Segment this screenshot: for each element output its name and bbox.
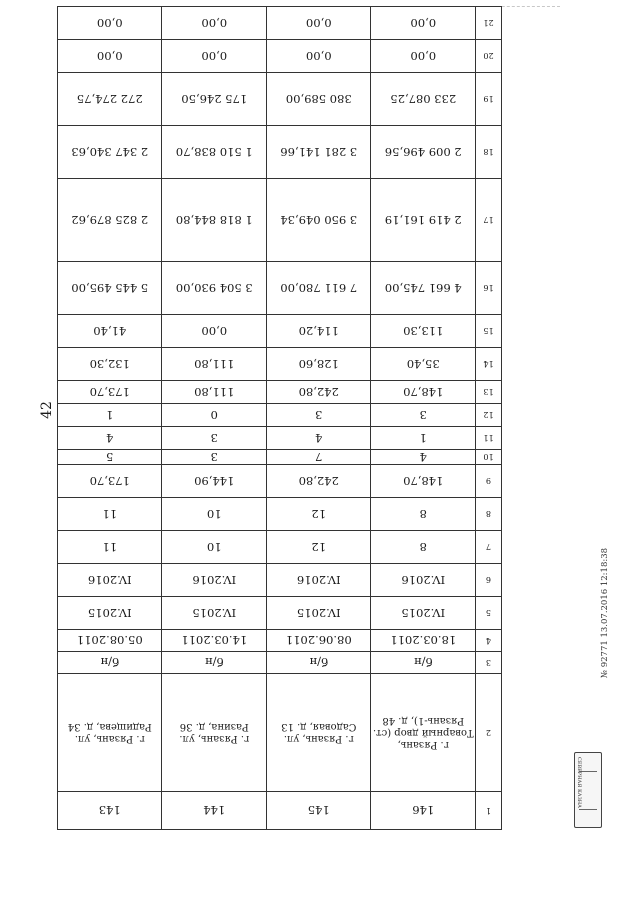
column-number-cell: 2 [476,674,502,792]
table-row [58,7,502,40]
table-row [58,674,502,792]
table-row [58,531,502,564]
value-cell: 05.08.2011 [58,630,163,652]
value-cell: 8 [371,498,476,531]
column-number-cell: 12 [476,404,502,427]
table-row [58,465,502,498]
value-cell: 128,60 [267,348,372,381]
value-cell: б/н [371,652,476,674]
value-cell: 233 087,25 [371,73,476,126]
registry-table-rotated [58,16,502,830]
value-cell: 272 274,75 [58,73,163,126]
column-number-cell: 9 [476,465,502,498]
value-cell: 4 661 745,00 [371,262,476,315]
table-row [58,597,502,630]
value-cell: 111,80 [162,348,267,381]
value-cell: 132,30 [58,348,163,381]
value-cell: 146 [371,792,476,830]
scan-footer: № 92771 13.07.2016 12:18:38 [600,547,610,678]
table-row [58,792,502,830]
value-cell: 4 [267,427,372,450]
value-cell: 08.06.2011 [267,630,372,652]
column-number-cell: 19 [476,73,502,126]
table-row [58,564,502,597]
value-cell: 113,30 [371,315,476,348]
value-cell: 0,00 [162,7,267,40]
column-number-cell: 3 [476,652,502,674]
address-cell: г. Рязань, Товарный двор (ст. Рязань-1), д. 48 [371,674,476,792]
value-cell: IV.2016 [267,564,372,597]
value-cell: IV.2015 [267,597,372,630]
value-cell: 143 [58,792,163,830]
value-cell: 12 [267,531,372,564]
column-number-cell: 18 [476,126,502,179]
value-cell: 8 [371,531,476,564]
value-cell: 0,00 [162,40,267,73]
value-cell: 18.03.2011 [371,630,476,652]
value-cell: 3 [371,404,476,427]
value-cell: IV.2016 [162,564,267,597]
column-number-cell: 15 [476,315,502,348]
column-number-cell: 10 [476,450,502,465]
value-cell: 2 009 496,56 [371,126,476,179]
value-cell: 144,90 [162,465,267,498]
value-cell: 3 504 930,00 [162,262,267,315]
value-cell: 242,80 [267,465,372,498]
table-row [58,450,502,465]
value-cell: 148,70 [371,465,476,498]
table-row [58,40,502,73]
column-number-cell: 20 [476,40,502,73]
column-number-cell: 21 [476,7,502,40]
value-cell: 11 [58,498,163,531]
table-row [58,126,502,179]
value-cell: 175 246,50 [162,73,267,126]
table-row [58,262,502,315]
value-cell: 4 [58,427,163,450]
value-cell: 0,00 [267,7,372,40]
value-cell: 5 [58,450,163,465]
value-cell: 12 [267,498,372,531]
value-cell: 0,00 [267,40,372,73]
value-cell: б/н [162,652,267,674]
table-row [58,73,502,126]
archive-stamp [574,752,602,828]
table-row [58,404,502,427]
value-cell: 3 950 049,34 [267,179,372,262]
column-number-cell: 7 [476,531,502,564]
value-cell: 380 589,00 [267,73,372,126]
table-row [58,315,502,348]
page-number: 42 [38,401,55,419]
value-cell: 7 [267,450,372,465]
table-row [58,427,502,450]
value-cell: 11 [58,531,163,564]
value-cell: IV.2015 [58,597,163,630]
value-cell: 4 [371,450,476,465]
value-cell: 7 611 780,00 [267,262,372,315]
column-number-cell: 8 [476,498,502,531]
table-row [58,630,502,652]
value-cell: 2 825 879,62 [58,179,163,262]
value-cell: 5 445 495,00 [58,262,163,315]
value-cell: 3 [162,450,267,465]
column-number-cell: 4 [476,630,502,652]
column-number-cell: 16 [476,262,502,315]
value-cell: 14.03.2011 [162,630,267,652]
address-cell: г. Рязань, ул. Садовая, д. 13 [267,674,372,792]
value-cell: 0,00 [58,7,163,40]
column-number-cell: 11 [476,427,502,450]
value-cell: 2 347 340,63 [58,126,163,179]
stamp-text: СЕВЕРНАЯ КАЗНА [576,757,582,808]
value-cell: 10 [162,498,267,531]
value-cell: 3 [267,404,372,427]
value-cell: 111,80 [162,381,267,404]
value-cell: IV.2016 [58,564,163,597]
column-number-cell: 17 [476,179,502,262]
value-cell: 41,40 [58,315,163,348]
value-cell: 145 [267,792,372,830]
column-number-cell: 5 [476,597,502,630]
value-cell: б/н [267,652,372,674]
column-number-cell: 14 [476,348,502,381]
value-cell: б/н [58,652,163,674]
column-number-cell: 13 [476,381,502,404]
table-row [58,652,502,674]
value-cell: IV.2016 [371,564,476,597]
value-cell: 173,70 [58,381,163,404]
value-cell: 3 [162,427,267,450]
column-number-cell: 6 [476,564,502,597]
value-cell: 3 281 141,66 [267,126,372,179]
value-cell: 0,00 [371,7,476,40]
value-cell: 0,00 [371,40,476,73]
table-row [58,381,502,404]
value-cell: IV.2015 [371,597,476,630]
value-cell: 1 818 844,80 [162,179,267,262]
value-cell: 0 [162,404,267,427]
table-row [58,348,502,381]
column-number-cell: 1 [476,792,502,830]
address-cell: г. Рязань, ул. Радищева, д. 34 [58,674,163,792]
table-row [58,498,502,531]
value-cell: 1 [371,427,476,450]
value-cell: 2 419 161,19 [371,179,476,262]
table-row [58,179,502,262]
value-cell: IV.2015 [162,597,267,630]
value-cell: 173,70 [58,465,163,498]
address-cell: г. Рязань, ул. Разина, д. 36 [162,674,267,792]
value-cell: 0,00 [162,315,267,348]
value-cell: 148,70 [371,381,476,404]
value-cell: 114,20 [267,315,372,348]
value-cell: 1 510 838,70 [162,126,267,179]
value-cell: 242,80 [267,381,372,404]
value-cell: 35,40 [371,348,476,381]
value-cell: 1 [58,404,163,427]
value-cell: 0,00 [58,40,163,73]
value-cell: 10 [162,531,267,564]
registry-table [57,6,502,830]
value-cell: 144 [162,792,267,830]
